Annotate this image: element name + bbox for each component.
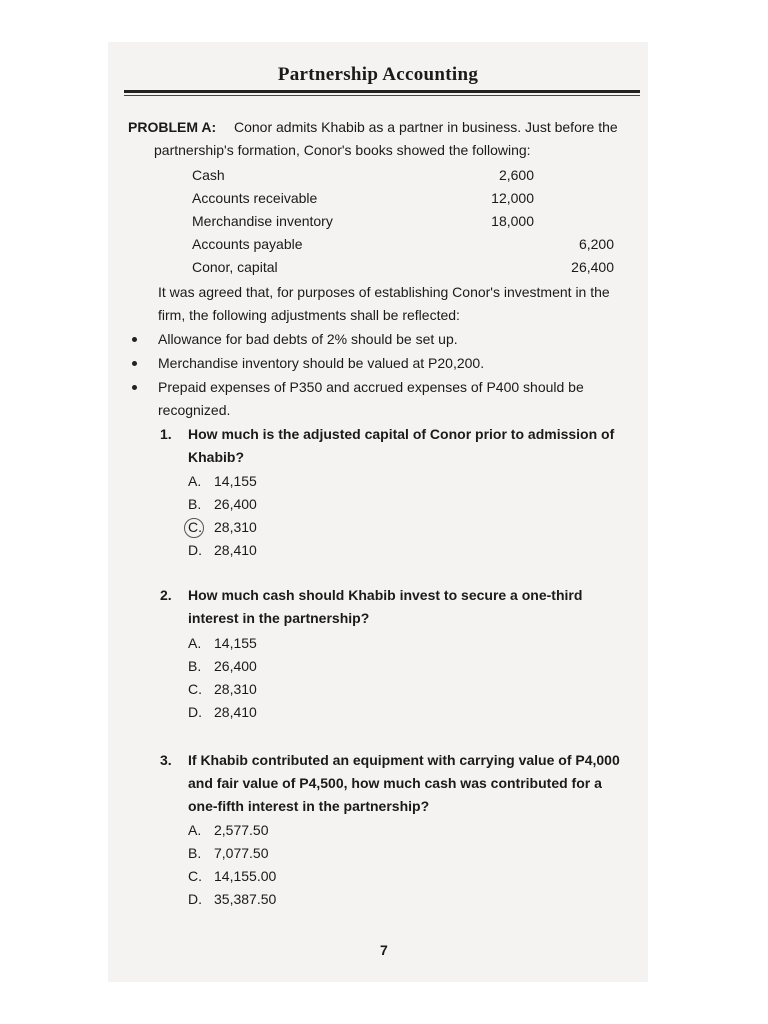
choice-value: 14,155 bbox=[214, 473, 257, 489]
choice-letter: A. bbox=[188, 822, 202, 838]
choice-letter: B. bbox=[188, 845, 202, 861]
choice-letter: A. bbox=[188, 473, 202, 489]
account-debit: 12,000 bbox=[491, 190, 534, 206]
choice-value: 28,310 bbox=[214, 519, 257, 535]
problem-intro-line-2: partnership's formation, Conor's books showed the following: bbox=[154, 142, 531, 158]
account-name: Accounts receivable bbox=[192, 190, 318, 206]
choice-letter: C. bbox=[188, 681, 202, 697]
account-debit: 18,000 bbox=[491, 213, 534, 229]
choice-value: 14,155 bbox=[214, 635, 257, 651]
choice-letter: C. bbox=[188, 519, 202, 535]
account-name: Cash bbox=[192, 167, 225, 183]
header-rule-thin bbox=[124, 95, 640, 96]
choice-value: 28,410 bbox=[214, 542, 257, 558]
account-name: Merchandise inventory bbox=[192, 213, 333, 229]
agreement-line-1: It was agreed that, for purposes of establishing Conor's investment in the bbox=[158, 284, 610, 300]
question-number: 2. bbox=[160, 587, 172, 603]
account-name: Accounts payable bbox=[192, 236, 303, 252]
account-credit: 6,200 bbox=[578, 236, 614, 252]
bullet-icon bbox=[132, 385, 137, 390]
adjustment-item: Merchandise inventory should be valued at P20,200. bbox=[158, 355, 485, 371]
choice-value: 14,155.00 bbox=[214, 868, 277, 884]
book-page bbox=[108, 42, 648, 982]
problem-intro-line-1: Conor admits Khabib as a partner in business. Just before the bbox=[234, 119, 618, 135]
bullet-icon bbox=[132, 361, 137, 366]
choice-letter: B. bbox=[188, 496, 202, 512]
choice-letter: A. bbox=[188, 635, 202, 651]
choice-letter: B. bbox=[188, 658, 202, 674]
account-credit: 26,400 bbox=[571, 259, 614, 275]
question-text: interest in the partnership? bbox=[188, 610, 370, 626]
agreement-line-2: firm, the following adjustments shall be reflected: bbox=[158, 307, 460, 323]
adjustment-item-continuation: recognized. bbox=[158, 402, 231, 418]
choice-letter: D. bbox=[188, 891, 202, 907]
choice-value: 28,410 bbox=[214, 704, 257, 720]
choice-letter: D. bbox=[188, 542, 202, 558]
question-text: and fair value of P4,500, how much cash was contributed for a bbox=[188, 775, 602, 791]
question-text: one-fifth interest in the partnership? bbox=[188, 798, 430, 814]
choice-letter: D. bbox=[188, 704, 202, 720]
question-number: 3. bbox=[160, 752, 172, 768]
question-text: If Khabib contributed an equipment with carrying value of P4,000 bbox=[188, 752, 620, 768]
header-rule-thick bbox=[124, 90, 640, 93]
question-text: Khabib? bbox=[188, 449, 244, 465]
choice-value: 35,387.50 bbox=[214, 891, 277, 907]
choice-letter: C. bbox=[188, 868, 202, 884]
account-debit: 2,600 bbox=[498, 167, 534, 183]
choice-value: 7,077.50 bbox=[214, 845, 269, 861]
choice-value: 26,400 bbox=[214, 658, 257, 674]
page-number: 7 bbox=[380, 942, 388, 958]
adjustment-item: Allowance for bad debts of 2% should be set up. bbox=[158, 331, 458, 347]
choice-value: 2,577.50 bbox=[214, 822, 269, 838]
question-text: How much cash should Khabib invest to secure a one-third bbox=[188, 587, 583, 603]
question-text: How much is the adjusted capital of Conor prior to admission of bbox=[188, 426, 615, 442]
adjustment-item: Prepaid expenses of P350 and accrued expenses of P400 should be bbox=[158, 379, 584, 395]
account-name: Conor, capital bbox=[192, 259, 278, 275]
choice-value: 28,310 bbox=[214, 681, 257, 697]
page-header-title: Partnership Accounting bbox=[277, 64, 479, 85]
problem-label: PROBLEM A: bbox=[128, 119, 217, 135]
bullet-icon bbox=[132, 337, 137, 342]
question-number: 1. bbox=[160, 426, 172, 442]
choice-value: 26,400 bbox=[214, 496, 257, 512]
